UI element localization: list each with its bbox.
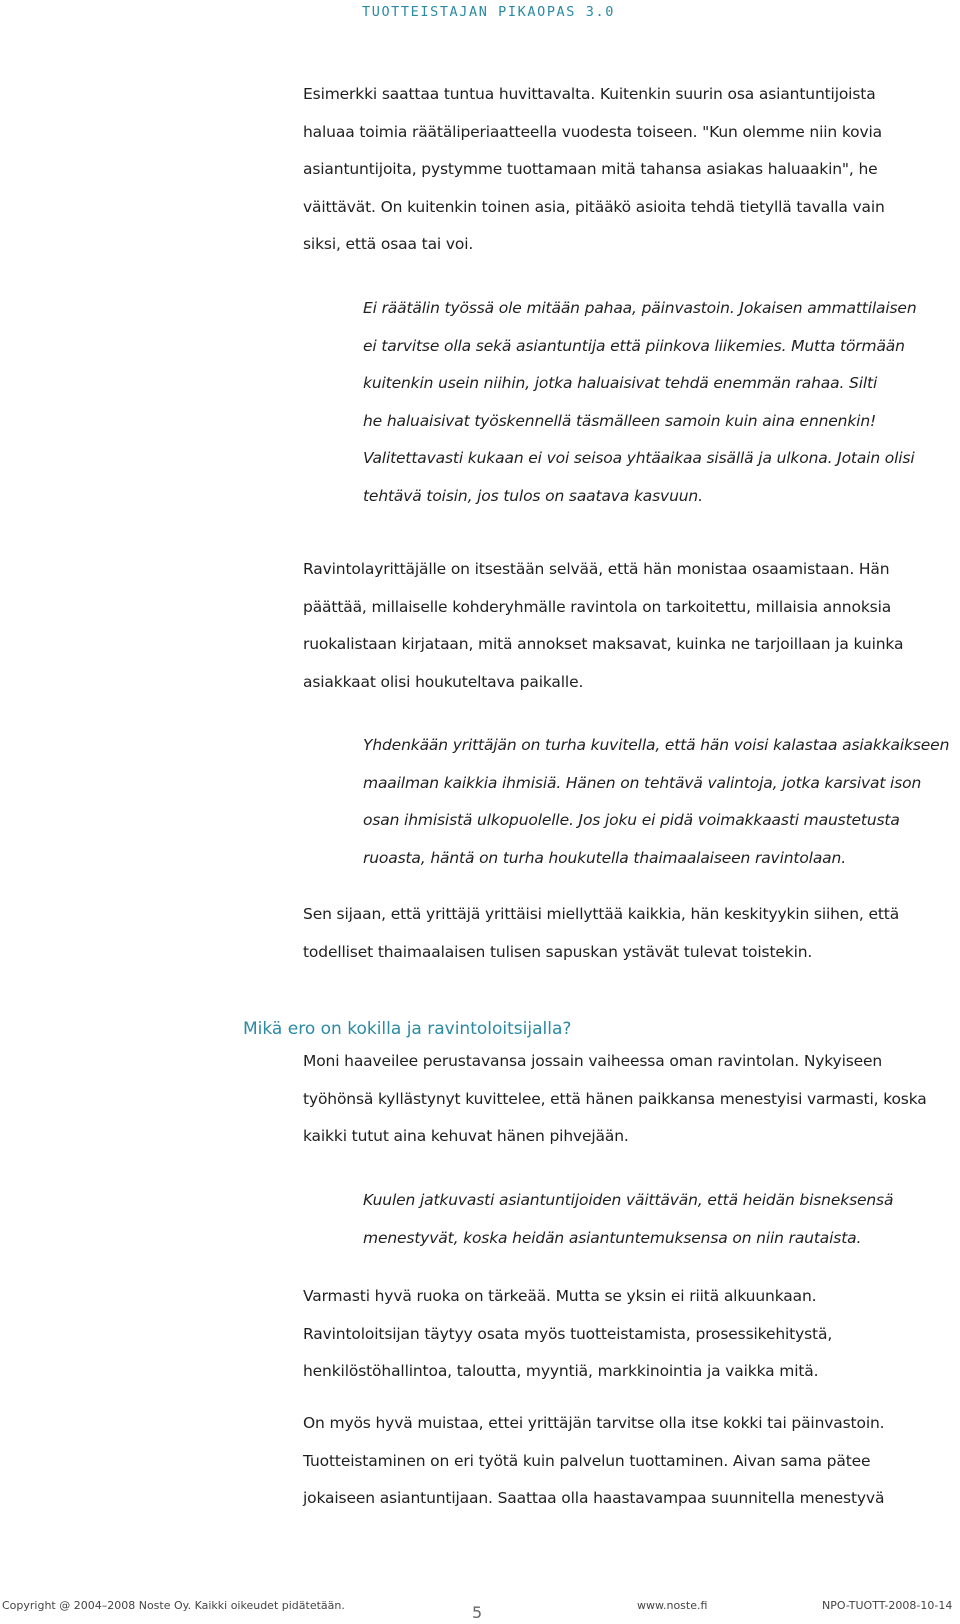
text-line: asiakkaat olisi houkuteltava paikalle.	[303, 672, 584, 691]
quote-line: menestyvät, koska heidän asiantuntemuksensa on niin rautaista.	[363, 1228, 862, 1247]
text-line: jokaiseen asiantuntijaan. Saattaa olla haastavampaa suunnitella menestyvä	[303, 1489, 885, 1507]
text-line: väittävät. On kuitenkin toinen asia, pitääkö asioita tehdä tietyllä tavalla vain	[303, 197, 885, 216]
text-line: Ravintolayrittäjälle on itsestään selvää, että hän monistaa osaamistaan. Hän	[303, 560, 890, 578]
quote-line: ei tarvitse olla sekä asiantuntija että piinkova liikemies. Mutta törmään	[363, 336, 905, 355]
quote-line: Ei räätälin työssä ole mitään pahaa, päinvastoin. Jokaisen ammattilaisen	[363, 299, 917, 317]
text-line: päättää, millaiselle kohderyhmälle ravintola on tarkoitettu, millaisia annoksia	[303, 597, 892, 616]
text-line: Ravintoloitsijan täytyy osata myös tuotteistamista, prosessikehitystä,	[303, 1324, 833, 1343]
text-line: asiantuntijoita, pystymme tuottamaan mitä tahansa asiakas haluaakin", he	[303, 160, 878, 178]
block-quote	[363, 1182, 893, 1257]
section-heading: Mikä ero on kokilla ja ravintoloitsijalla?	[243, 1019, 572, 1039]
text-line: työhönsä kyllästynyt kuvittelee, että hänen paikkansa menestyisi varmasti, koska	[303, 1089, 927, 1108]
text-line: Esimerkki saattaa tuntua huvittavalta. Kuitenkin suurin osa asiantuntijoista	[303, 85, 876, 103]
text-line: haluaa toimia räätäliperiaatteella vuodesta toiseen. "Kun olemme niin kovia	[303, 122, 882, 141]
text-line: kaikki tutut aina kehuvat hänen pihvejään.	[303, 1127, 629, 1145]
text-line: Moni haaveilee perustavansa jossain vaiheessa oman ravintolan. Nykyiseen	[303, 1052, 883, 1070]
text-line: Tuotteistaminen on eri työtä kuin palvelun tuottaminen. Aivan sama pätee	[303, 1451, 871, 1470]
text-line: Varmasti hyvä ruoka on tärkeää. Mutta se yksin ei riitä alkuunkaan.	[303, 1287, 817, 1305]
text-line: Sen sijaan, että yrittäjä yrittäisi miellyttää kaikkia, hän keskityykin siihen, että	[303, 905, 900, 923]
quote-line: osan ihmisistä ulkopuolelle. Jos joku ei pidä voimakkaasti maustetusta	[363, 811, 900, 829]
document-code: NPO-TUOTT-2008-10-14	[822, 1599, 953, 1612]
paragraph	[303, 1405, 884, 1518]
text-line: On myös hyvä muistaa, ettei yrittäjän tarvitse olla itse kokki tai päinvastoin.	[303, 1414, 885, 1432]
paragraph	[303, 1278, 832, 1391]
running-title: TUOTTEISTAJAN PIKAOPAS 3.0	[362, 4, 615, 20]
quote-line: maailman kaikkia ihmisiä. Hänen on tehtävä valintoja, jotka karsivat ison	[363, 773, 922, 792]
paragraph	[303, 551, 903, 701]
paragraph	[303, 1043, 927, 1156]
quote-line: Kuulen jatkuvasti asiantuntijoiden väittävän, että heidän bisneksensä	[363, 1191, 894, 1209]
quote-line: he haluaisivat työskennellä täsmälleen samoin kuin aina ennenkin!	[363, 411, 877, 430]
paragraph	[303, 896, 899, 971]
text-line: siksi, että osaa tai voi.	[303, 235, 474, 253]
paragraph	[303, 76, 885, 264]
text-line: ruokalistaan kirjataan, mitä annokset maksavat, kuinka ne tarjoillaan ja kuinka	[303, 635, 904, 653]
website-link[interactable]: www.noste.fi	[637, 1599, 708, 1612]
quote-line: Yhdenkään yrittäjän on turha kuvitella, että hän voisi kalastaa asiakkaikseen	[363, 736, 950, 754]
page-number: 5	[472, 1603, 483, 1622]
block-quote	[363, 290, 917, 515]
block-quote	[363, 727, 949, 877]
text-line: todelliset thaimaalaisen tulisen sapuskan ystävät tulevat toistekin.	[303, 942, 813, 961]
copyright-notice: Copyright @ 2004–2008 Noste Oy. Kaikki oikeudet pidätetään.	[2, 1599, 345, 1612]
text-line: henkilöstöhallintoa, taloutta, myyntiä, markkinointia ja vaikka mitä.	[303, 1362, 819, 1380]
quote-line: ruoasta, häntä on turha houkutella thaimaalaiseen ravintolaan.	[363, 848, 846, 867]
quote-line: Valitettavasti kukaan ei voi seisoa yhtäaikaa sisällä ja ulkona. Jotain olisi	[363, 449, 915, 467]
quote-line: kuitenkin usein niihin, jotka haluaisivat tehdä enemmän rahaa. Silti	[363, 374, 878, 392]
quote-line: tehtävä toisin, jos tulos on saatava kasvuun.	[363, 486, 703, 505]
